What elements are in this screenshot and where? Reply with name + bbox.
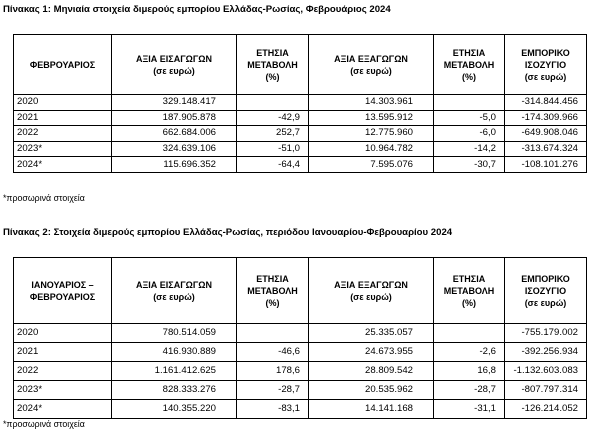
cell-year: 2023* bbox=[14, 381, 112, 400]
cell-balance: -392.256.934 bbox=[505, 343, 587, 362]
cell-exports-change: -30,7 bbox=[434, 157, 505, 173]
cell-exports: 7.595.076 bbox=[309, 157, 434, 173]
cell-imports-change: 178,6 bbox=[237, 362, 309, 381]
cell-imports-change bbox=[237, 324, 309, 343]
table-row bbox=[14, 324, 587, 343]
table1-title: Πίνακας 1: Μηνιαία στοιχεία διμερούς εμπορίου Ελλάδας-Ρωσίας, Φεβρουάριος 2024 bbox=[3, 4, 391, 15]
cell-imports-change: -51,0 bbox=[237, 141, 309, 157]
cell-imports-change: -46,6 bbox=[237, 343, 309, 362]
table2-footnote: *προσωρινά στοιχεία bbox=[3, 419, 85, 429]
cell-year: 2020 bbox=[14, 95, 112, 111]
cell-year: 2024* bbox=[14, 400, 112, 419]
table-row bbox=[14, 381, 587, 400]
cell-exports-change: 16,8 bbox=[434, 362, 505, 381]
cell-exports-change: -28,7 bbox=[434, 381, 505, 400]
cell-exports: 13.595.912 bbox=[309, 110, 434, 126]
cell-imports-change: -64,4 bbox=[237, 157, 309, 173]
col-header-imports-change: ΕΤΗΣΙΑ ΜΕΤΑΒΟΛΗ (%) bbox=[237, 35, 309, 95]
cell-imports: 416.930.889 bbox=[112, 343, 237, 362]
table-row bbox=[14, 126, 587, 142]
cell-balance: -126.214.052 bbox=[505, 400, 587, 419]
cell-imports: 324.639.106 bbox=[112, 141, 237, 157]
col-header-balance: ΕΜΠΟΡΙΚΟ ΙΣΟΖΥΓΙΟ (σε ευρώ) bbox=[505, 258, 587, 324]
cell-imports-change bbox=[237, 95, 309, 111]
cell-exports: 12.775.960 bbox=[309, 126, 434, 142]
table-row bbox=[14, 157, 587, 173]
cell-year: 2020 bbox=[14, 324, 112, 343]
col-header-imports: ΑΞΙΑ ΕΙΣΑΓΩΓΩΝ (σε ευρώ) bbox=[112, 35, 237, 95]
col-header-imports: ΑΞΙΑ ΕΙΣΑΓΩΓΩΝ (σε ευρώ) bbox=[112, 258, 237, 324]
table-row bbox=[14, 141, 587, 157]
table-row bbox=[14, 400, 587, 419]
cell-exports-change bbox=[434, 324, 505, 343]
cell-year: 2023* bbox=[14, 141, 112, 157]
cell-imports: 1.161.412.625 bbox=[112, 362, 237, 381]
col-header-exports: ΑΞΙΑ ΕΞΑΓΩΓΩΝ (σε ευρώ) bbox=[309, 258, 434, 324]
col-header-period: ΙΑΝΟΥΑΡΙΟΣ – ΦΕΒΡΟΥΑΡΙΟΣ bbox=[14, 258, 112, 324]
cell-exports: 10.964.782 bbox=[309, 141, 434, 157]
cell-exports: 28.809.542 bbox=[309, 362, 434, 381]
col-header-imports-change: ΕΤΗΣΙΑ ΜΕΤΑΒΟΛΗ (%) bbox=[237, 258, 309, 324]
cell-exports-change: -5,0 bbox=[434, 110, 505, 126]
cell-exports: 14.141.168 bbox=[309, 400, 434, 419]
cell-exports: 25.335.057 bbox=[309, 324, 434, 343]
table2-header-row bbox=[14, 258, 587, 324]
col-header-period: ΦΕΒΡΟΥΑΡΙΟΣ bbox=[14, 35, 112, 95]
table-row bbox=[14, 110, 587, 126]
cell-imports: 140.355.220 bbox=[112, 400, 237, 419]
table1 bbox=[13, 34, 587, 173]
table-row bbox=[14, 362, 587, 381]
cell-balance: -313.674.324 bbox=[505, 141, 587, 157]
cell-exports: 24.673.955 bbox=[309, 343, 434, 362]
table2 bbox=[13, 257, 587, 419]
cell-imports: 329.148.417 bbox=[112, 95, 237, 111]
cell-balance: -174.309.966 bbox=[505, 110, 587, 126]
col-header-exports: ΑΞΙΑ ΕΞΑΓΩΓΩΝ (σε ευρώ) bbox=[309, 35, 434, 95]
table1-header-row bbox=[14, 35, 587, 95]
cell-balance: -108.101.276 bbox=[505, 157, 587, 173]
cell-imports-change: -83,1 bbox=[237, 400, 309, 419]
table-row bbox=[14, 343, 587, 362]
cell-year: 2022 bbox=[14, 126, 112, 142]
cell-imports: 187.905.878 bbox=[112, 110, 237, 126]
cell-imports-change: 252,7 bbox=[237, 126, 309, 142]
table2-title: Πίνακας 2: Στοιχεία διμερούς εμπορίου Ελλάδας-Ρωσίας, περιόδου Ιανουαρίου-Φεβρουαρίου 2024 bbox=[3, 227, 453, 238]
cell-exports-change: -6,0 bbox=[434, 126, 505, 142]
cell-balance: -314.844.456 bbox=[505, 95, 587, 111]
cell-balance: -755.179.002 bbox=[505, 324, 587, 343]
cell-exports: 14.303.961 bbox=[309, 95, 434, 111]
cell-balance: -807.797.314 bbox=[505, 381, 587, 400]
cell-imports: 662.684.006 bbox=[112, 126, 237, 142]
cell-year: 2024* bbox=[14, 157, 112, 173]
cell-year: 2022 bbox=[14, 362, 112, 381]
col-header-exports-change: ΕΤΗΣΙΑ ΜΕΤΑΒΟΛΗ (%) bbox=[434, 35, 505, 95]
table-row bbox=[14, 95, 587, 111]
cell-balance: -1.132.603.083 bbox=[505, 362, 587, 381]
cell-imports: 115.696.352 bbox=[112, 157, 237, 173]
cell-imports-change: -28,7 bbox=[237, 381, 309, 400]
cell-exports-change: -2,6 bbox=[434, 343, 505, 362]
table1-footnote: *προσωρινά στοιχεία bbox=[3, 193, 85, 203]
col-header-exports-change: ΕΤΗΣΙΑ ΜΕΤΑΒΟΛΗ (%) bbox=[434, 258, 505, 324]
cell-exports: 20.535.962 bbox=[309, 381, 434, 400]
cell-exports-change: -14,2 bbox=[434, 141, 505, 157]
cell-imports: 780.514.059 bbox=[112, 324, 237, 343]
cell-imports: 828.333.276 bbox=[112, 381, 237, 400]
cell-exports-change bbox=[434, 95, 505, 111]
cell-exports-change: -31,1 bbox=[434, 400, 505, 419]
cell-imports-change: -42,9 bbox=[237, 110, 309, 126]
cell-year: 2021 bbox=[14, 110, 112, 126]
col-header-balance: ΕΜΠΟΡΙΚΟ ΙΣΟΖΥΓΙΟ (σε ευρώ) bbox=[505, 35, 587, 95]
cell-year: 2021 bbox=[14, 343, 112, 362]
cell-balance: -649.908.046 bbox=[505, 126, 587, 142]
